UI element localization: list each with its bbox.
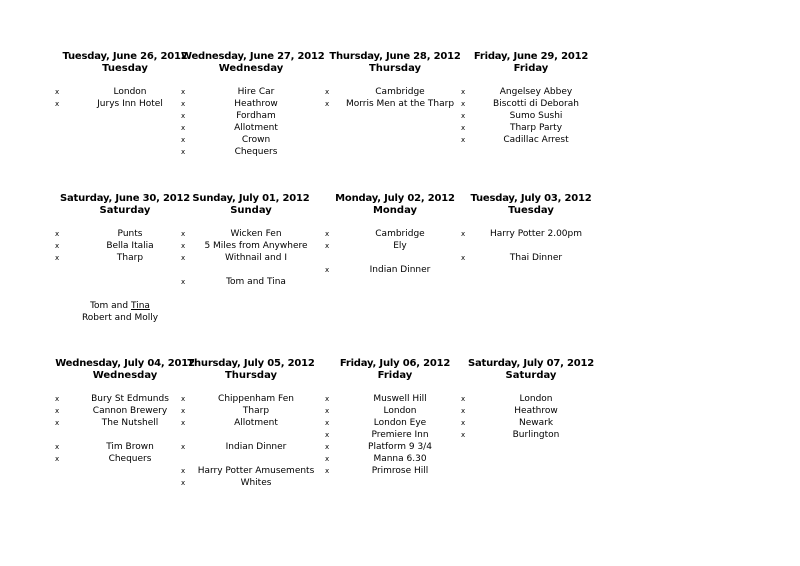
event-label: Bury St Edmunds [91,394,169,404]
day-date: Friday, June 29, 2012 [473,51,589,62]
event-label: Hire Car [237,87,275,97]
event-item [181,228,321,240]
event-label: Withnail and I [225,253,287,263]
event-item [55,228,195,240]
event-mark: x [325,88,330,96]
day-date: Tuesday, July 03, 2012 [470,193,592,204]
event-label: Fordham [236,111,276,121]
event-item [325,228,465,240]
day-weekday: Tuesday [508,205,554,216]
event-label: London Eye [373,418,427,428]
event-item [325,405,465,417]
event-item [181,110,321,122]
event-label: Muswell Hill [373,394,427,404]
event-mark: x [325,467,330,475]
day-weekday: Friday [513,63,549,74]
event-mark: x [55,407,60,415]
event-mark: x [181,254,186,262]
day-weekday: Wednesday [92,370,158,381]
day-weekday: Thursday [224,370,278,381]
event-mark: x [181,100,186,108]
event-label: Tom and Tina [226,277,286,287]
event-item [461,252,601,264]
event-mark: x [461,407,466,415]
event-mark: x [461,136,466,144]
event-label: Platform 9 3/4 [368,442,432,452]
event-label: Crown [241,135,271,145]
event-mark: x [325,455,330,463]
event-label: Morris Men at the Tharp [345,99,455,109]
event-mark: x [181,407,186,415]
event-item [461,405,601,417]
event-label: Cannon Brewery [92,406,168,416]
event-mark: x [181,278,186,286]
event-mark: x [461,112,466,120]
day-weekday: Thursday [368,63,422,74]
event-mark: x [181,395,186,403]
event-mark: x [461,431,466,439]
event-item [325,98,465,110]
event-mark: x [55,230,60,238]
event-mark: x [325,100,330,108]
event-item [461,110,601,122]
event-label: 5 Miles from Anywhere [204,241,308,251]
event-label: Allotment [234,123,278,133]
event-mark: x [181,124,186,132]
event-label: Tharp Party [509,123,563,133]
event-mark: x [55,100,60,108]
day-date: Monday, July 02, 2012 [335,193,455,204]
day-weekday: Saturday [505,370,557,381]
event-item [325,86,465,98]
day-date: Tuesday, June 26, 2012 [62,51,188,62]
note-text: Robert and Molly [81,313,159,323]
event-item [325,393,465,405]
event-label: Ely [393,241,407,251]
event-mark: x [55,455,60,463]
event-label: Cambridge [375,87,425,97]
event-item [461,98,601,110]
event-mark: x [461,230,466,238]
event-item [55,252,195,264]
event-item [181,252,321,264]
event-label: Wicken Fen [230,229,282,239]
event-item [325,441,465,453]
event-item [461,228,601,240]
day-note [55,300,185,312]
event-mark: x [181,443,186,451]
day-weekday: Saturday [99,205,151,216]
event-label: Manna 6.30 [373,454,427,464]
event-label: Tharp [116,253,144,263]
day-weekday: Friday [377,370,413,381]
event-item [55,393,195,405]
event-label: Whites [240,478,272,488]
event-label: Harry Potter Amusements [197,466,315,476]
day-date: Saturday, July 07, 2012 [467,358,595,369]
event-label: Jurys Inn Hotel [97,99,163,109]
event-label: London [383,406,417,416]
event-item [181,465,321,477]
day-weekday: Monday [372,205,418,216]
event-label: Tharp [242,406,270,416]
event-mark: x [325,419,330,427]
day-date: Thursday, July 05, 2012 [187,358,315,369]
event-mark: x [181,230,186,238]
event-item [55,98,195,110]
event-label: Cadillac Arrest [503,135,569,145]
event-label: Cambridge [375,229,425,239]
event-label: Sumo Sushi [509,111,563,121]
event-item [181,86,321,98]
event-label: Newark [518,418,554,428]
note-underlined-text: Tina [130,301,150,311]
event-mark: x [181,467,186,475]
event-mark: x [325,230,330,238]
event-item [461,393,601,405]
event-label: Chippenham Fen [218,394,294,404]
event-mark: x [461,419,466,427]
day-date: Wednesday, July 04, 2012 [55,358,195,369]
event-mark: x [181,148,186,156]
event-mark: x [181,479,186,487]
event-item [55,453,195,465]
event-mark: x [325,407,330,415]
event-mark: x [181,242,186,250]
event-label: Chequers [108,454,152,464]
event-mark: x [461,124,466,132]
event-label: Harry Potter 2.00pm [490,229,582,239]
event-mark: x [461,254,466,262]
day-date: Sunday, July 01, 2012 [192,193,310,204]
event-item [181,441,321,453]
event-mark: x [461,395,466,403]
event-label: Bella Italia [106,241,154,251]
day-note [55,312,185,324]
event-item [55,405,195,417]
event-item [325,417,465,429]
event-mark: x [325,431,330,439]
day-date: Thursday, June 28, 2012 [329,51,461,62]
day-date: Saturday, June 30, 2012 [59,193,191,204]
event-item [461,429,601,441]
event-item [325,264,465,276]
event-label: Punts [117,229,143,239]
day-weekday: Wednesday [218,63,284,74]
event-item [181,405,321,417]
event-item [181,276,321,288]
event-item [55,417,195,429]
event-label: Indian Dinner [225,442,287,452]
event-mark: x [181,112,186,120]
day-date: Wednesday, June 27, 2012 [181,51,325,62]
event-label: Biscotti di Deborah [493,99,579,109]
event-mark: x [55,254,60,262]
event-mark: x [461,88,466,96]
event-mark: x [55,242,60,250]
event-item [181,240,321,252]
event-label: Premiere Inn [371,430,429,440]
event-item [461,134,601,146]
event-label: The Nutshell [101,418,159,428]
event-item [461,122,601,134]
event-label: Angelsey Abbey [499,87,573,97]
event-item [325,465,465,477]
event-label: Chequers [234,147,278,157]
event-mark: x [55,395,60,403]
event-label: London [113,87,147,97]
event-label: Primrose Hill [371,466,429,476]
event-mark: x [461,100,466,108]
event-label: Indian Dinner [369,265,431,275]
event-mark: x [181,136,186,144]
event-label: Heathrow [234,99,278,109]
event-item [55,441,195,453]
event-label: Burlington [512,430,560,440]
event-mark: x [325,443,330,451]
event-item [325,453,465,465]
event-item [325,429,465,441]
note-text: Tom and [90,301,131,311]
event-item [181,98,321,110]
event-item [325,240,465,252]
event-item [461,86,601,98]
event-label: Allotment [234,418,278,428]
event-item [181,134,321,146]
event-item [181,477,321,489]
event-mark: x [325,266,330,274]
event-label: Tim Brown [106,442,154,452]
event-label: London [519,394,553,404]
event-item [55,86,195,98]
event-item [181,393,321,405]
event-label: Thai Dinner [509,253,563,263]
event-mark: x [181,419,186,427]
event-label: Heathrow [514,406,558,416]
event-mark: x [181,88,186,96]
event-item [181,417,321,429]
event-mark: x [325,242,330,250]
event-mark: x [55,443,60,451]
event-mark: x [55,88,60,96]
event-item [55,240,195,252]
event-item [181,146,321,158]
event-item [461,417,601,429]
event-item [181,122,321,134]
day-date: Friday, July 06, 2012 [339,358,451,369]
day-weekday: Tuesday [102,63,148,74]
day-weekday: Sunday [230,205,272,216]
event-mark: x [55,419,60,427]
event-mark: x [325,395,330,403]
